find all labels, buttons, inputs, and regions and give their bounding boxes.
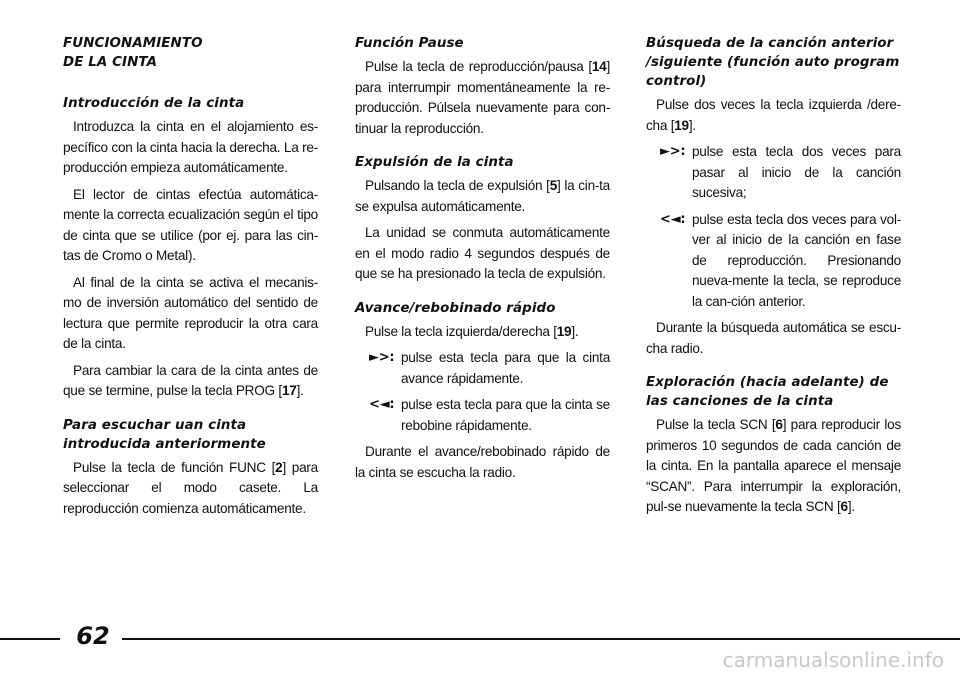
text-segment: Pulsando la tecla de expulsión [: [365, 178, 550, 193]
list-item-next-song: [646, 142, 901, 204]
paragraph-avance-1: [355, 322, 610, 343]
footer-rule-right: [122, 638, 960, 640]
text-segment: ].: [571, 323, 579, 339]
key-number: 2: [275, 459, 283, 475]
paragraph-introduccion-2: El lector de cintas efectúa automática-mente la correcta ecualización según el tipo de cinta que se utilice (por ej. para las cin-tas de Cromo o Metal).: [63, 186, 318, 263]
rewind-icon: <◄:: [660, 211, 686, 227]
text-segment: ].: [296, 383, 304, 398]
footer-rule-left: [0, 638, 60, 640]
key-number: 19: [556, 323, 572, 339]
key-number: 17: [281, 383, 297, 398]
paragraph-escuchar-1: [63, 458, 318, 520]
text-segment: Para cambiar la cara de la cinta antes de que se termine, pulse la tecla PROG [: [63, 362, 318, 398]
text-segment: Pulse la tecla SCN [: [656, 417, 776, 432]
column-3: [646, 34, 901, 524]
paragraph-introduccion-1: Introduzca la cinta en el alojamiento es-pecífico con la cinta hacia la derecha. La re-producción empieza automáticamente.: [63, 119, 318, 175]
text-segment: Pulse la tecla de reproducción/pausa [: [365, 59, 592, 74]
text-segment: ] la cin-ta se expulsa automáticamente.: [355, 178, 610, 214]
text-segment: ].: [688, 117, 696, 133]
text-segment: ] para seleccionar el modo casete. La reproducción comienza automáticamente.: [63, 459, 318, 516]
next-song-description: pulse esta tecla dos veces para pasar al inicio de la canción sucesiva;: [692, 144, 901, 200]
text-segment: Pulse dos veces la tecla izquierda /dere-cha [: [646, 97, 901, 133]
paragraph-introduccion-3: Al final de la cinta se activa el mecanis-mo de inversión automático del sentido de lectura que permite reproducir la otra cara de la cinta.: [63, 274, 318, 351]
paragraph-introduccion-4: [63, 361, 318, 402]
previous-song-description: pulse esta tecla dos veces para vol-ver al inicio de la canción en fase de reproducción. Presionando nueva-mente la tecla, se reproduce la can-ción anterior.: [692, 211, 901, 309]
paragraph-busqueda-1: [646, 95, 901, 136]
heading-pause: Función Pause: [355, 36, 464, 51]
text-segment: ] para interrumpir momentáneamente la re-producción. Púlsela nuevamente para con-tinuar la reproducción.: [355, 59, 610, 136]
key-number: 19: [674, 117, 689, 133]
text-segment: Pulse la tecla izquierda/derecha [: [365, 323, 557, 339]
list-item-rewind: [355, 395, 610, 436]
heading-avance-rebobinado: Avance/rebobinado rápido: [355, 300, 556, 316]
chapter-title: [63, 34, 318, 72]
column-1: [63, 34, 318, 525]
heading-expulsion: Expulsión de la cinta: [355, 155, 514, 170]
text-segment: ].: [847, 499, 855, 514]
forward-description: pulse esta tecla para que la cinta avance rápidamente.: [401, 350, 610, 386]
paragraph-avance-2: Durante el avance/rebobinado rápido de la cinta se escucha la radio.: [355, 444, 610, 480]
watermark: carmanualsonline.info: [722, 648, 944, 672]
key-number: 6: [840, 499, 848, 514]
list-item-forward: [355, 348, 610, 389]
heading-introduccion: Introducción de la cinta: [63, 96, 245, 111]
text-segment: ] para reproducir los primeros 10 segundos de cada canción de la cinta. En la pantalla aparece el mensaje “SCAN”. Para interrumpir la exploración, pul-se nuevamente la tecla SCN [: [646, 417, 901, 514]
paragraph-expulsion-1: [355, 176, 610, 217]
key-number: 5: [549, 178, 557, 193]
paragraph-pause-1: [355, 57, 610, 139]
chapter-title-line-2: DE LA CINTA: [63, 55, 158, 70]
paragraph-busqueda-2: Durante la búsqueda automática se escu-cha radio.: [646, 320, 901, 356]
fast-forward-icon: ►>:: [660, 144, 686, 159]
rewind-icon: <◄:: [369, 397, 395, 412]
column-2: [355, 34, 610, 489]
paragraph-expulsion-2: La unidad se conmuta automáticamente en el modo radio 4 segundos después de que se ha presionado la tecla de expulsión.: [355, 225, 610, 281]
text-segment: Pulse la tecla de función FUNC [: [73, 459, 276, 475]
key-number: 14: [591, 59, 607, 74]
list-item-previous-song: [646, 210, 901, 313]
heading-exploracion: Exploración (hacia adelante) de las canciones de la cinta: [646, 375, 889, 409]
chapter-title-line-1: FUNCIONAMIENTO: [63, 36, 203, 51]
paragraph-exploracion-1: [646, 415, 901, 518]
heading-busqueda: Búsqueda de la canción anterior /siguiente (función auto program control): [646, 36, 900, 89]
rewind-description: pulse esta tecla para que la cinta se rebobine rápidamente.: [401, 397, 610, 433]
heading-escuchar-cinta: Para escuchar uan cinta introducida anteriormente: [63, 417, 266, 452]
key-number: 6: [775, 417, 783, 432]
page-number: 62: [76, 622, 110, 650]
fast-forward-icon: ►>:: [369, 350, 395, 365]
